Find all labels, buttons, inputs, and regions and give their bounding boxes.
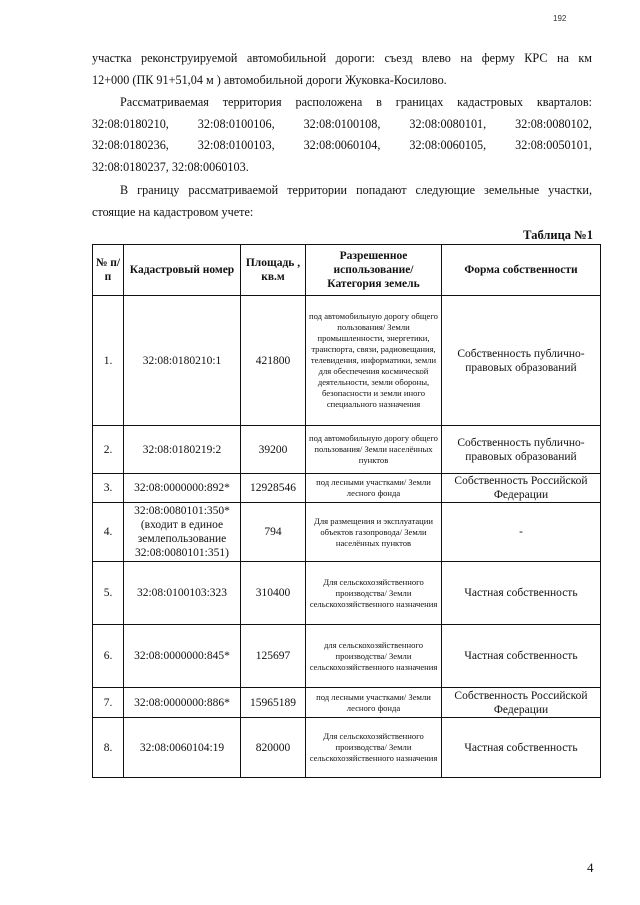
cell-use: для сельскохозяйственного производства/ Земли сельскохозяйственного назначения <box>306 625 442 688</box>
cell-number: 4. <box>93 503 124 562</box>
cell-area: 421800 <box>241 296 306 426</box>
header-ownership: Форма собственности <box>442 245 601 296</box>
cell-area: 125697 <box>241 625 306 688</box>
table-header-row <box>93 245 601 296</box>
table-row <box>93 562 601 625</box>
quarters-row <box>92 114 592 136</box>
header-number: № п/п <box>93 245 124 296</box>
cell-ownership: Частная собственность <box>442 625 601 688</box>
cell-use: под лесными участками/ Земли лесного фонда <box>306 474 442 503</box>
quarter-code: 32:08:0060105, <box>409 138 487 152</box>
header-cadastral: Кадастровый номер <box>124 245 241 296</box>
intro-line: участка реконструируемой автомобильной дороги: съезд влево на ферму КРС на км <box>92 51 592 65</box>
table-row <box>93 426 601 474</box>
cell-cadastral: 32:08:0000000:845* <box>124 625 241 688</box>
quarter-code: 32:08:0050101, <box>515 138 592 152</box>
quarters-row: 32:08:0180237, 32:08:0060103. <box>92 159 249 174</box>
top-page-number: 192 <box>553 14 567 23</box>
cell-number: 8. <box>93 718 124 778</box>
cell-use: Для размещения и эксплуатации объектов газопровода/ Земли населённых пунктов <box>306 503 442 562</box>
cell-use: Для сельскохозяйственного производства/ Земли сельскохозяйственного назначения <box>306 562 442 625</box>
intro-paragraph <box>92 48 592 91</box>
cell-ownership: Частная собственность <box>442 718 601 778</box>
cadastral-table <box>92 244 601 778</box>
cell-cadastral: 32:08:0180210:1 <box>124 296 241 426</box>
cell-number: 6. <box>93 625 124 688</box>
cell-number: 1. <box>93 296 124 426</box>
quarter-code: 32:08:0060104, <box>303 138 381 152</box>
cell-area: 794 <box>241 503 306 562</box>
quarter-code: 32:08:0100103, <box>197 138 275 152</box>
cell-ownership: - <box>442 503 601 562</box>
cell-ownership: Частная собственность <box>442 562 601 625</box>
cell-ownership: Собственность публично-правовых образований <box>442 426 601 474</box>
quarters-intro: Рассматриваемая территория расположена в границах кадастровых кварталов: <box>120 95 592 109</box>
plots-line: стоящие на кадастровом учете: <box>92 204 254 219</box>
cell-use: Для сельскохозяйственного производства/ Земли сельскохозяйственного назначения <box>306 718 442 778</box>
quarter-code: 32:08:0100106, <box>197 116 275 131</box>
header-use: Разрешенное использование/ Категория земель <box>306 245 442 296</box>
table-row <box>93 688 601 718</box>
table-row <box>93 296 601 426</box>
quarter-code: 32:08:0180236, <box>92 138 169 152</box>
cell-area: 15965189 <box>241 688 306 718</box>
cell-cadastral: 32:08:0080101:350* (входит в единое землепользование 32:08:0080101:351) <box>124 503 241 562</box>
plots-line: В границу рассматриваемой территории попадают следующие земельные участки, <box>120 183 592 197</box>
cell-ownership: Собственность Российской Федерации <box>442 474 601 503</box>
table-row <box>93 503 601 562</box>
cell-ownership: Собственность Российской Федерации <box>442 688 601 718</box>
cell-cadastral: 32:08:0100103:323 <box>124 562 241 625</box>
cell-use: под автомобильную дорогу общего пользования/ Земли промышленности, энергетики, транспорта, связи, радиовещания, телевидения, информатики, земли для обеспечения космической деятельности, земли обороны, безопасности и земли иного специального назначения <box>306 296 442 426</box>
cell-number: 7. <box>93 688 124 718</box>
cell-number: 2. <box>93 426 124 474</box>
page-number: 4 <box>587 860 594 875</box>
cell-area: 12928546 <box>241 474 306 503</box>
table-row <box>93 718 601 778</box>
quarter-code: 32:08:0180210, <box>92 116 169 131</box>
cell-area: 820000 <box>241 718 306 778</box>
quarter-code: 32:08:0080102, <box>515 116 592 131</box>
cell-cadastral: 32:08:0180219:2 <box>124 426 241 474</box>
cell-use: под лесными участками/ Земли лесного фонда <box>306 688 442 718</box>
quarters-row <box>92 135 592 157</box>
cell-ownership: Собственность публично-правовых образований <box>442 296 601 426</box>
quarter-code: 32:08:0100108, <box>303 116 381 131</box>
cell-area: 39200 <box>241 426 306 474</box>
intro-line: 12+000 (ПК 91+51,04 м ) автомобильной дороги Жуковка-Косилово. <box>92 72 447 87</box>
cell-number: 3. <box>93 474 124 503</box>
header-area: Площадь , кв.м <box>241 245 306 296</box>
quarters-paragraph <box>92 92 592 178</box>
plots-paragraph <box>92 180 592 223</box>
table-row <box>93 625 601 688</box>
cell-cadastral: 32:08:0000000:886* <box>124 688 241 718</box>
table-row <box>93 474 601 503</box>
cell-cadastral: 32:08:0000000:892* <box>124 474 241 503</box>
cell-use: под автомобильную дорогу общего пользования/ Земли населённых пунктов <box>306 426 442 474</box>
quarter-code: 32:08:0080101, <box>409 116 487 131</box>
table-caption: Таблица №1 <box>523 228 593 242</box>
cell-number: 5. <box>93 562 124 625</box>
cell-area: 310400 <box>241 562 306 625</box>
cell-cadastral: 32:08:0060104:19 <box>124 718 241 778</box>
